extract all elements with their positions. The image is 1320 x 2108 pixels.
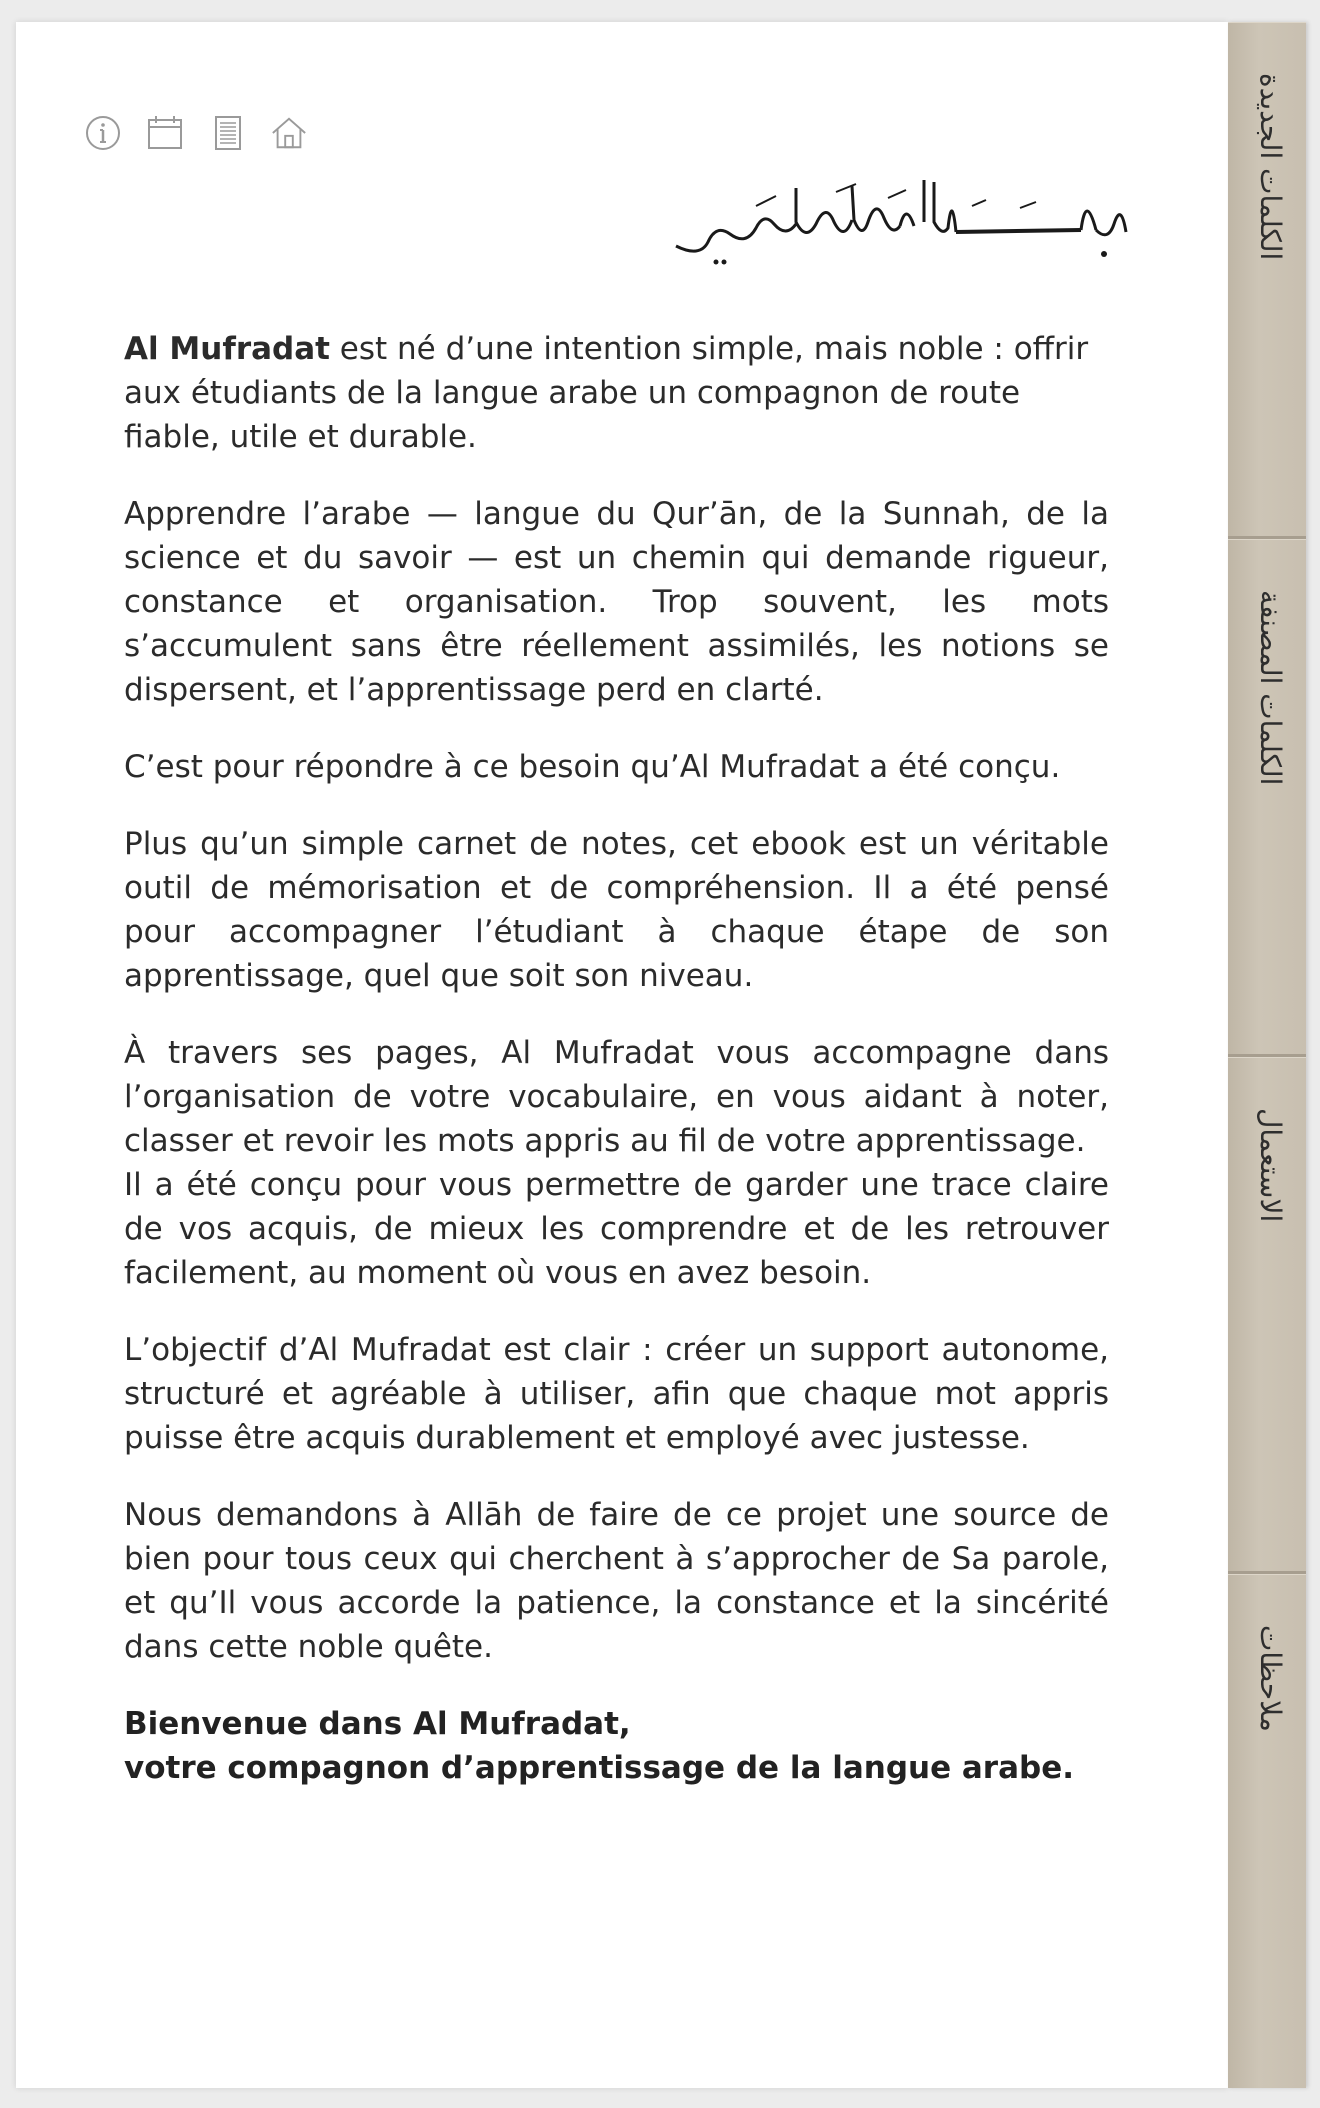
paragraph-trace: Il a été conçu pour vous permettre de garder une trace claire de vos acquis, de mieux les comprendre et de les retrouver facilement, au moment où vous en avez besoin.: [124, 1167, 1109, 1291]
info-icon[interactable]: [84, 112, 122, 154]
tab-usage-label: الاستعمال: [1254, 1107, 1287, 1222]
paragraph-organisation: À travers ses pages, Al Mufradat vous accompagne dans l’organisation de votre vocabulaire, en vous aidant à noter, classer et revoir les mots appris au fil de votre apprentissage.: [124, 1035, 1109, 1159]
tab-classified-words[interactable]: [1228, 539, 1306, 1056]
tab-notes[interactable]: [1228, 1574, 1306, 2088]
paragraph-intro-text: est né d’une intention simple, mais noble : offrir aux étudiants de la langue arabe un compagnon de route fiable, utile et durable.: [124, 331, 1089, 455]
section-tabs: [1228, 22, 1306, 2088]
paragraph-purpose: C’est pour répondre à ce besoin qu’Al Mufradat a été conçu.: [124, 749, 1061, 785]
paragraph-ebook: Plus qu’un simple carnet de notes, cet ebook est un véritable outil de mémorisation et de compréhension. Il a été pensé pour accompagner l’étudiant à chaque étape de son apprentissage, quel que soit son niveau.: [124, 826, 1109, 994]
brand-name: Al Mufradat: [124, 331, 330, 367]
document-icon[interactable]: [208, 112, 246, 154]
paragraph-dua: Nous demandons à Allāh de faire de ce projet une source de bien pour tous ceux qui cherchent à s’approcher de Sa parole, et qu’Il vous accorde la patience, la constance et la sincérité dans cette noble quête.: [124, 1497, 1109, 1665]
paragraph-intro: [124, 327, 1109, 459]
tab-notes-label: ملاحظات: [1254, 1624, 1287, 1732]
basmala-calligraphy: [656, 162, 1136, 282]
closing-line-1: Bienvenue dans Al Mufradat,: [124, 1706, 631, 1742]
tab-classified-words-label: الكلمات المصنفة: [1254, 590, 1287, 786]
tab-new-words[interactable]: [1228, 22, 1306, 539]
ebook-page: [16, 22, 1228, 2088]
tab-new-words-label: الكلمات الجديدة: [1254, 73, 1287, 261]
closing-line-2: votre compagnon d’apprentissage de la langue arabe.: [124, 1750, 1075, 1786]
paragraph-objective: L’objectif d’Al Mufradat est clair : créer un support autonome, structuré et agréable à utiliser, afin que chaque mot appris puisse être acquis durablement et employé avec justesse.: [124, 1332, 1109, 1456]
tab-usage[interactable]: [1228, 1057, 1306, 1574]
toolbar: [84, 108, 308, 158]
intro-text: [124, 327, 1109, 1823]
paragraph-learning: Apprendre l’arabe — langue du Qur’ān, de la Sunnah, de la science et du savoir — est un chemin qui demande rigueur, constance et organisation. Trop souvent, les mots s’accumulent sans être réellement assimilés, les notions se dispersent, et l’apprentissage perd en clarté.: [124, 496, 1109, 708]
calendar-icon[interactable]: [146, 112, 184, 154]
home-icon[interactable]: [270, 112, 308, 154]
